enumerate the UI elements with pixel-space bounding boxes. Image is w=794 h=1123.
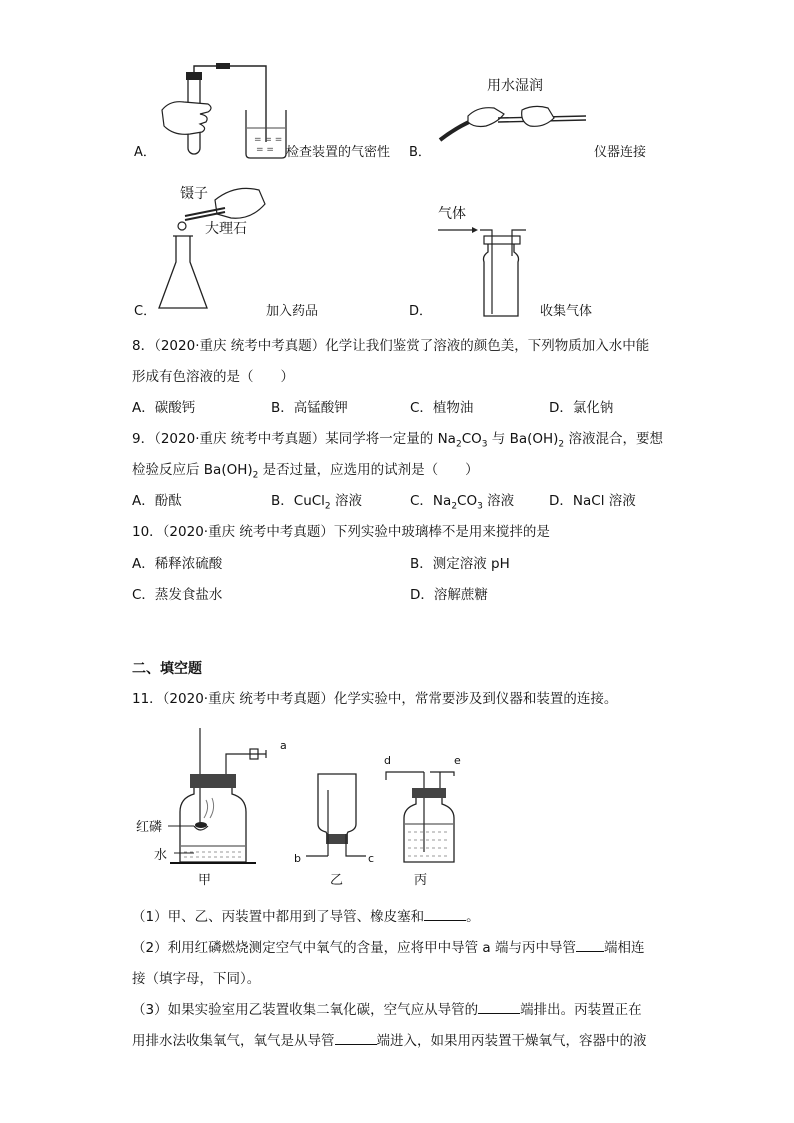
q8-option-b: B．高锰酸钾: [271, 400, 348, 416]
q9-sub: 2: [324, 501, 331, 512]
q11-part1: [132, 911, 480, 925]
q11-part2-text-b: 端相连: [603, 940, 645, 956]
q9-sub: 2: [451, 501, 458, 512]
q11-part3-text-d: 端进入，如果用丙装置干燥氧气，容器中的液: [376, 1033, 647, 1049]
figure-d-label-gas: 气体: [438, 206, 466, 222]
q8-option-d: D．氯化钠: [549, 400, 614, 416]
svg-text:= =: = =: [256, 145, 274, 155]
figure-c-add-reagent: [155, 180, 270, 315]
section-title: 二、填空题: [132, 661, 202, 677]
figure-b-connection: [438, 96, 588, 146]
q9-option-b-pre: B．CuCl: [271, 493, 325, 509]
figure-c-label-tweezers: 镊子: [180, 186, 208, 202]
label-jia: 甲: [198, 873, 212, 888]
label-d: d: [384, 754, 391, 767]
q9-line1-part-d: 溶液混合，要想: [564, 431, 663, 447]
label-yi: 乙: [330, 873, 344, 888]
q7-option-d-letter: D．: [409, 304, 433, 319]
q8-option-c: C．植物油: [410, 400, 474, 416]
q10-option-d: D．溶解蔗糖: [410, 587, 488, 603]
figure-d-collect-gas: [436, 222, 536, 322]
q9-sub: 2: [558, 439, 565, 450]
q9-sub: 3: [481, 439, 488, 450]
answer-blank-3[interactable]: [478, 1013, 520, 1014]
q8-line2: 形成有色溶液的是（ ）: [132, 369, 294, 385]
q11-part3-text-b: 端排出。丙装置正在: [520, 1002, 642, 1018]
q9-option-c-mid: CO: [457, 493, 478, 509]
figure-c-label-marble: 大理石: [205, 221, 247, 237]
q9-option-b-post: 溶液: [330, 493, 362, 509]
q11-part1-text: （1）甲、乙、丙装置中都用到了导管、橡皮塞和: [132, 909, 425, 925]
q9-line1-part-a: 9．（2020·重庆 统考中考真题）某同学将一定量的 Na: [132, 431, 456, 447]
q11-part3-line2: [132, 1035, 647, 1049]
q9-option-c: [410, 495, 514, 512]
q9-option-d: D．NaCl 溶液: [549, 493, 636, 509]
q9-option-c-post: 溶液: [482, 493, 515, 509]
q7-option-a-letter: A．: [134, 145, 156, 160]
q7-option-d-caption: 收集气体: [540, 304, 593, 319]
q9-line2-part-b: 是否过量，应选用的试剂是（ ）: [258, 462, 479, 478]
q11-part2-line1: [132, 942, 644, 956]
label-a: a: [280, 739, 287, 752]
q9-line1-part-b: CO: [461, 431, 482, 447]
label-c: c: [368, 852, 375, 865]
q7-option-b-caption: 仪器连接: [594, 145, 647, 160]
answer-blank-1[interactable]: [424, 920, 466, 921]
q9-sub: 2: [252, 470, 259, 481]
label-b: b: [294, 852, 301, 865]
q7-option-c-letter: C．: [134, 304, 157, 319]
q10-option-a: A．稀释浓硫酸: [132, 556, 223, 572]
q9-sub: 2: [455, 439, 462, 450]
figure-b-label-wet: 用水湿润: [487, 78, 543, 94]
q11-part3-text-a: （3）如果实验室用乙装置收集二氧化碳，空气应从导管的: [132, 1002, 479, 1018]
q9-line2-part-a: 检验反应后 Ba(OH): [132, 462, 253, 478]
figure-a-airtightness: [150, 62, 290, 162]
q9-line1: [132, 433, 663, 450]
q9-option-c-pre: C．Na: [410, 493, 452, 509]
q11-line1: 11．（2020·重庆 统考中考真题）化学实验中，常常要涉及到仪器和装置的连接。: [132, 691, 618, 707]
q11-part3-line1: [132, 1004, 642, 1018]
label-red-phosphorus: 红磷: [136, 820, 163, 835]
q10-option-c: C．蒸发食盐水: [132, 587, 223, 603]
q9-option-b: [271, 495, 362, 512]
q7-option-c-caption: 加入药品: [266, 304, 319, 319]
q9-line2: [132, 464, 479, 481]
svg-text:= = =: = = =: [254, 135, 283, 145]
q9-sub: 3: [477, 501, 483, 512]
figure-q11-apparatus: [134, 728, 494, 890]
q8-line1: 8．（2020·重庆 统考中考真题）化学让我们鉴赏了溶液的颜色美，下列物质加入水中能: [132, 338, 650, 354]
q10-line1: 10．（2020·重庆 统考中考真题）下列实验中玻璃棒不是用来搅拌的是: [132, 524, 550, 540]
answer-blank-2[interactable]: [576, 951, 604, 952]
label-e: e: [454, 754, 461, 767]
label-bing: 丙: [414, 873, 428, 888]
q9-option-a: A．酚酞: [132, 493, 182, 509]
label-water: 水: [154, 848, 168, 863]
q11-part2-text-a: （2）利用红磷燃烧测定空气中氧气的含量，应将甲中导管 a 端与丙中导管: [132, 940, 576, 956]
q7-option-a-caption: 检查装置的气密性: [286, 145, 391, 160]
q9-line1-part-c: 与 Ba(OH): [487, 431, 559, 447]
q10-option-b: B．测定溶液 pH: [410, 556, 510, 572]
q8-option-a: A．碳酸钙: [132, 400, 196, 416]
answer-blank-4[interactable]: [335, 1044, 377, 1045]
q7-option-b-letter: B．: [409, 145, 431, 160]
q11-part1-end: 。: [466, 909, 480, 925]
q11-part3-text-c: 用排水法收集氧气，氧气是从导管: [132, 1033, 335, 1049]
q11-part2-line2: 接（填字母，下同）。: [132, 971, 261, 987]
